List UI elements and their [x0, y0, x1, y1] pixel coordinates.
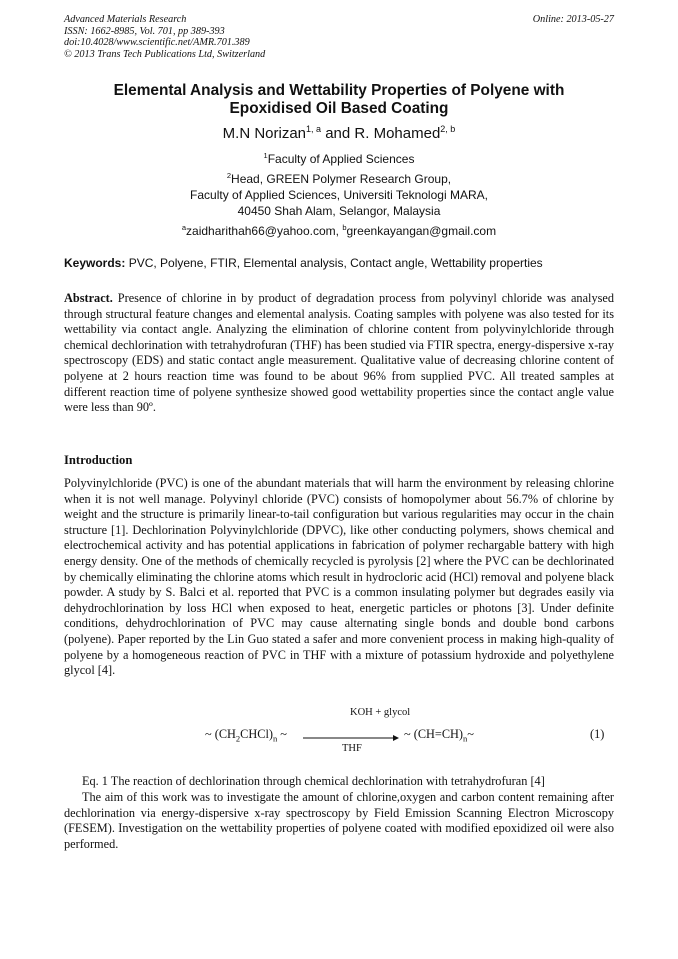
aff2-line-1: Head, GREEN Polymer Research Group,	[231, 172, 452, 186]
equation-solvent: THF	[342, 743, 362, 754]
abstract-paragraph	[64, 291, 614, 416]
author-and: and	[321, 125, 355, 142]
aff2-line-3: 40450 Shah Alam, Selangor, Malaysia	[237, 204, 441, 218]
author-2-sup: 2, b	[440, 124, 456, 134]
title-line-1: Elemental Analysis and Wettability Properties of Polyene with	[113, 82, 565, 99]
aim-paragraph: The aim of this work was to investigate the amount of chlorine,oxygen and carbon content remaining after dechlorination via energy-dispersive x-ray spectroscopy by Field Emission Scanning Electron Microscopy (FESEM). Investigation on the wettability properties of polyene coated with modified epoxidized oil were also performed.	[64, 790, 614, 851]
affiliation-1	[64, 148, 614, 167]
aff2-line-2: Faculty of Applied Sciences, Universiti Teknologi MARA,	[190, 188, 488, 202]
equation-reagent: KOH + glycol	[350, 707, 411, 718]
author-1: M.N Norizan	[222, 125, 307, 142]
abstract-label: Abstract.	[64, 291, 113, 305]
email-b: greenkayangan@gmail.com	[346, 224, 497, 238]
title-line-2: Epoxidised Oil Based Coating	[229, 100, 449, 117]
equation-caption: Eq. 1 The reaction of dechlorination through chemical dechlorination with tetrahydrofuran [4]	[82, 774, 545, 788]
online-date: Online: 2013-05-27	[532, 14, 614, 25]
doi-line: doi:10.4028/www.scientific.net/AMR.701.389	[64, 37, 250, 49]
issn-line: ISSN: 1662-8985, Vol. 701, pp 389-393	[64, 25, 225, 37]
introduction-paragraph: Polyvinylchloride (PVC) is one of the abundant materials that will harm the environment by releasing chlorine when it is not well manage. Polyvinyl chloride (PVC) consists of homopolymer about 56.7% of chlorine by weight and the structure is primarily linear-to-tail configuration but various regularities may occur in the chain structure [1]. Dechlorination Polyvinylchloride (DPVC), like other conducting polymers, shows chemical and electrochemical activity and has potential applications in fabrication of polymer rechargable battery with high energy density. One of the methods of chemically recycled is pyrolysis [2] where the PVC can be dechlorinated by chemically eliminating the chlorine atoms which result in hydrocloric acid (HCl) removal and polyene black powder. A study by S. Balci et al. reported that PVC is a common insulating polymer but degrades easily via dehydrochlorination by loss HCl when exposed to heat, energetic particles or photons [3]. Under definite conditions, dehydrochlorination of PVC may cause alternating single bonds and double bond carbons (polyene). Paper reported by the Lin Guo stated a safer and more convenient process in making high-quality of polyene by a homogeneous reaction of PVC in THF with a mixture of potassium hydroxide and polyethylene glycol [4].	[64, 476, 614, 678]
email-a: zaidharithah66@yahoo.com,	[186, 224, 343, 238]
keywords-label: Keywords:	[64, 256, 126, 270]
email-a-sup: a	[181, 223, 187, 232]
aff1-sup: 1	[263, 151, 268, 160]
reaction-equation	[0, 707, 678, 757]
author-1-sup: 1, a	[306, 124, 322, 134]
aff1-text: Faculty of Applied Sciences	[267, 152, 415, 166]
abstract-text: Presence of chlorine in by product of degradation process from polyvinyl chloride was analysed through structural feature changes and elemental analysis. Coating samples with polyene was also tested for its wettability via contact angle. Analyzing the elimination of chlorine content from polyvinylchloride through chemical dechlorination with tetrahydrofuran (THF) has been studied via FTIR spectra, energy-dispersive x-ray spectroscopy (EDS) and static contact angle measurement. Qualitative value of decreasing chlorine content of polyene at 2 hours reaction time was found to be about 96% from supplied PVC. All treated samples at different reaction time of polyene synthesize showed good wettability properties since the contact angle value were less than 90º.	[64, 291, 614, 415]
reaction-arrow-icon	[303, 734, 399, 742]
journal-name: Advanced Materials Research	[64, 14, 187, 25]
email-b-sup: b	[342, 223, 347, 232]
equation-reactant: ~ $(CH_2CHCl)_n$ ~	[205, 727, 287, 744]
affiliation-2	[64, 168, 614, 219]
equation-number: (1)	[590, 727, 605, 741]
journal-header	[64, 14, 265, 60]
introduction-heading: Introduction	[64, 453, 133, 467]
keywords-line	[64, 256, 624, 270]
aff2-sup: 2	[226, 171, 232, 180]
copyright-line: © 2013 Trans Tech Publications Ltd, Switzerland	[64, 48, 266, 60]
author-list	[64, 124, 614, 142]
author-emails	[64, 220, 614, 239]
equation-product: ~ $(CH=CH)_n\sim$	[404, 727, 474, 744]
paper-title	[64, 82, 614, 118]
keywords-text: PVC, Polyene, FTIR, Elemental analysis, Contact angle, Wettability properties	[125, 256, 543, 270]
author-2: R. Mohamed	[354, 125, 441, 142]
